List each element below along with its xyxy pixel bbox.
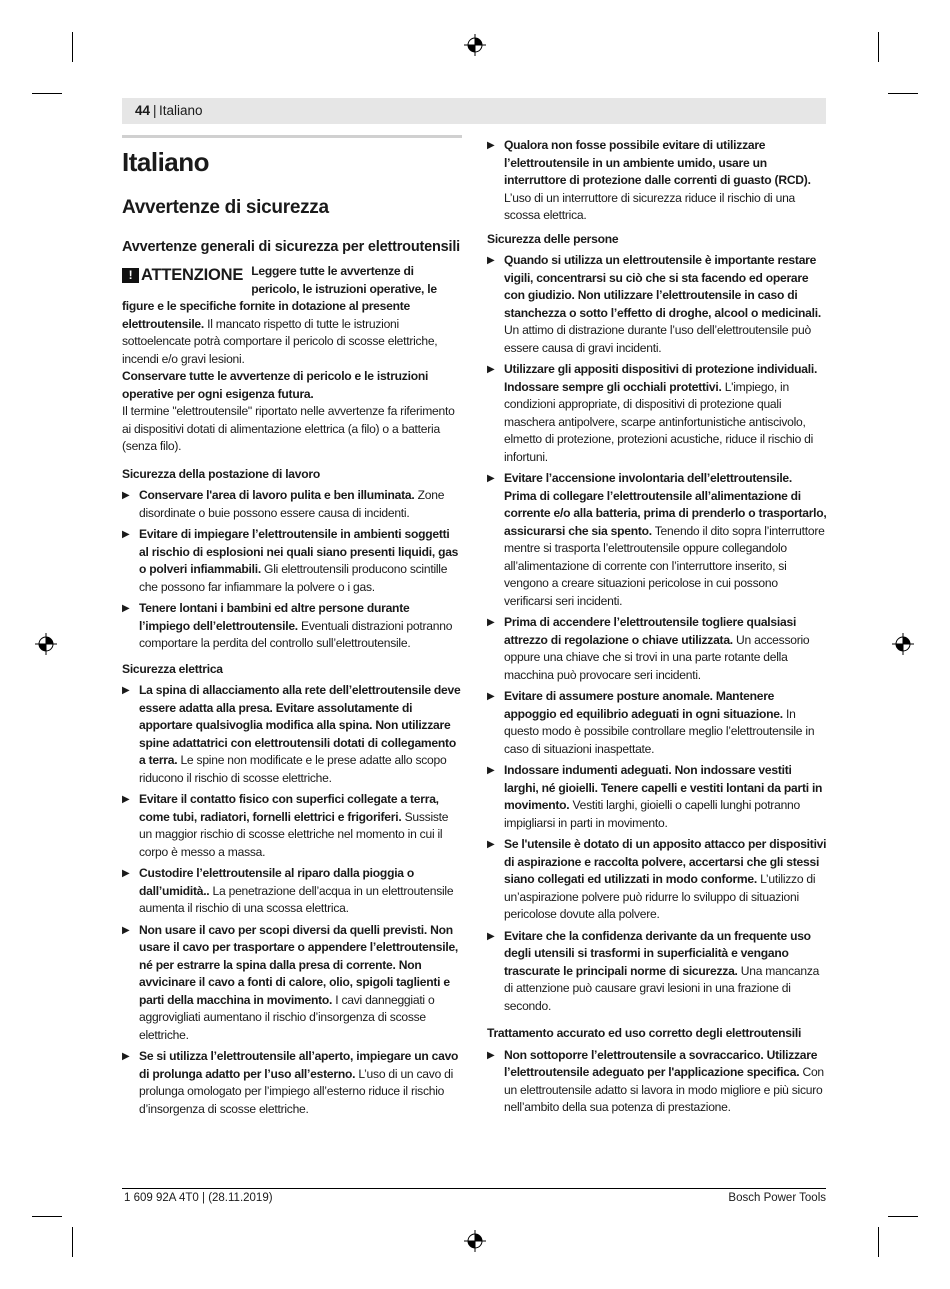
item-bold-text: Se l'utensile è dotato di un apposito attacco per dispositivi di aspirazione e raccolta polvere, accertarsi che gli stessi siano collegati ed utilizzati in modo conforme. [504, 837, 827, 886]
item-text: Un attimo di distrazione durante l’uso dell’elettroutensile può essere causa di gravi incidenti. [504, 323, 811, 355]
electrical-heading: Sicurezza elettrica [122, 661, 223, 676]
list-item [122, 682, 462, 787]
footer-doc-code: 1 609 92A 4T0 | (28.11.2019) [124, 1192, 273, 1204]
list-item [487, 361, 827, 466]
header-language: Italiano [159, 103, 203, 118]
crop-mark [888, 93, 918, 94]
bullet-arrow-icon: ▶ [122, 1051, 130, 1062]
list-item [487, 1047, 827, 1117]
list-item [487, 688, 827, 758]
section-heading: Avvertenze di sicurezza [122, 197, 329, 218]
item-text: Le spine non modificate e le prese adatte allo scopo riducono il rischio di scosse elettriche. [139, 753, 447, 785]
bullet-arrow-icon: ▶ [122, 685, 130, 696]
bullet-arrow-icon: ▶ [487, 364, 495, 375]
header-separator: | [153, 103, 157, 118]
crop-mark [878, 32, 879, 62]
crop-mark [72, 32, 73, 62]
warning-label-text: ATTENZIONE [141, 266, 244, 284]
list-item [122, 526, 462, 596]
item-text: L’uso di un interruttore di sicurezza riduce il rischio di una scossa elettrica. [504, 190, 796, 222]
page-number: 44 [135, 103, 151, 118]
warning-text: Il mancato rispetto di tutte le istruzioni sottoelencate potrà comportare il pericolo di scosse elettriche, incendi e/o gravi lesioni. [122, 316, 438, 366]
item-bold-text: Evitare l’accensione involontaria dell’elettroutensile. Prima di collegare l’elettroutensile all’alimentazione di corrente e/o alla batteria, prima di prenderlo o trasportarlo, assicurarsi che sia spento. [504, 471, 827, 538]
list-item [487, 762, 827, 832]
item-bold-text: Non usare il cavo per scopi diversi da quelli previsti. Non usare il cavo per trasportare o appendere l’elettroutensile, né per estrarre la spina dalla presa di corrente. Non avvicinare il cavo a fonti di calore, olio, spigoli taglienti e parti della macchina in movimento. [139, 922, 459, 1007]
list-item [487, 137, 827, 225]
bullet-arrow-icon: ▶ [122, 794, 130, 805]
list-item [122, 487, 462, 522]
item-bold-text: Evitare che la confidenza derivante da un frequente uso degli utensili si trasformi in superficialità e vengano trascurate le principali norme di sicurezza. [504, 928, 811, 978]
item-bold-text: Evitare il contatto fisico con superfici collegate a terra, come tubi, radiatori, fornelli elettrici e frigoriferi. [139, 792, 439, 824]
item-text: Un accessorio oppure una chiave che si trovi in una parte rotante della macchina può provocare seri incidenti. [504, 632, 810, 682]
workplace-heading: Sicurezza della postazione di lavoro [122, 466, 320, 481]
item-text: Una mancanza di attenzione può causare gravi lesioni in una frazione di secondo. [504, 963, 820, 1013]
subsection-heading: Avvertenze generali di sicurezza per elettroutensili [122, 239, 460, 255]
list-item [122, 865, 462, 918]
item-bold-text: Conservare l'area di lavoro pulita e ben illuminata. [139, 488, 415, 502]
item-bold-text: Indossare indumenti adeguati. Non indossare vestiti larghi, né gioielli. Tenere capelli e vestiti lontani da parti in movimento. [504, 763, 823, 812]
page-title: Italiano [122, 147, 210, 177]
term-definition: Il termine "elettroutensile" riportato nelle avvertenze fa riferimento ai dispositivi dotati di alimentazione elettrica (a filo) o a batteria (senza filo). [122, 404, 455, 453]
workplace-list [122, 487, 462, 653]
item-bold-text: Custodire l’elettroutensile al riparo dalla pioggia o dall’umidità.. [139, 866, 415, 898]
bullet-arrow-icon: ▶ [487, 617, 495, 628]
warning-bold-text: Leggere tutte le avvertenze di pericolo, le istruzioni operative, le figure e le specifiche fornite in dotazione al presente elettroutensile. [122, 264, 437, 331]
item-bold-text: Evitare di assumere posture anomale. Mantenere appoggio ed equilibrio adeguati in ogni situazione. [504, 689, 783, 721]
registration-mark-icon [464, 34, 486, 56]
bullet-arrow-icon: ▶ [122, 924, 130, 936]
list-item [487, 252, 827, 357]
list-item [122, 791, 462, 861]
item-text: I cavi danneggiati o aggrovigliati aumentano il rischio d’insorgenza di scosse elettriche. [139, 992, 435, 1042]
item-bold-text: Qualora non fosse possibile evitare di utilizzare l’elettroutensile in un ambiente umido, usare un interruttore di protezione dalle correnti di guasto (RCD). [504, 138, 811, 187]
item-text: L’uso di un cavo di prolunga omologato per l’impiego all’esterno riduce il rischio d’insorgenza di scosse elettriche. [139, 1066, 454, 1116]
rcd-list [487, 137, 827, 225]
item-bold-text: Tenere lontani i bambini ed altre persone durante l’impiego dell’elettroutensile. [139, 601, 410, 633]
list-item [487, 836, 827, 924]
bullet-arrow-icon: ▶ [487, 473, 495, 484]
footer-brand: Bosch Power Tools [728, 1192, 826, 1204]
item-text: Eventuali distrazioni potranno comportare la perdita del controllo sull’elettroutensile. [139, 618, 453, 650]
bullet-arrow-icon: ▶ [122, 490, 130, 501]
item-bold-text: Non sottoporre l’elettroutensile a sovraccarico. Utilizzare l’elettroutensile adeguato per l'applicazione specifica. [504, 1047, 818, 1079]
bullet-arrow-icon: ▶ [122, 603, 130, 614]
item-text: La penetrazione dell’acqua in un elettroutensile aumenta il rischio di una scossa elettrica. [139, 883, 454, 915]
warning-block [122, 263, 462, 368]
persons-heading: Sicurezza delle persone [487, 231, 619, 246]
page-header [122, 98, 826, 124]
crop-mark [878, 1227, 879, 1257]
item-text: L’utilizzo di un’aspirazione polvere può ridurre lo sviluppo di situazioni pericolose dovute alla polvere. [504, 872, 816, 921]
bullet-arrow-icon: ▶ [122, 529, 130, 540]
list-item [487, 614, 827, 684]
registration-mark-icon [35, 633, 57, 655]
crop-mark [888, 1216, 918, 1217]
electrical-list [122, 682, 462, 1118]
item-bold-text: Quando si utilizza un elettroutensile è importante restare vigili, concentrarsi su ciò che si sta facendo ed operare con giudizio. Non utilizzare l’elettroutensile in caso di stanchezza o sotto l’effetto di droghe, alcool o medicinali. [504, 253, 821, 320]
item-text: Gli elettroutensili producono scintille che possono far infiammare la polvere o i gas. [139, 562, 448, 594]
item-text: Vestiti larghi, gioielli o capelli lunghi potranno impigliarsi in parti in movimento. [504, 798, 800, 830]
registration-mark-icon [892, 633, 914, 655]
bullet-arrow-icon: ▶ [487, 839, 495, 850]
item-text: In questo modo è possibile controllare meglio l’elettroutensile in caso di situazioni inaspettate. [504, 706, 815, 756]
registration-mark-icon [464, 1230, 486, 1252]
item-text: L'impiego, in condizioni appropriate, di dispositivi di protezione quali maschera antipolvere, scarpe antinfortunistiche antiscivolo, elmetto di protezione, protezioni acustiche, riduce il rischio di infortuni. [504, 379, 814, 464]
footer-rule [122, 1188, 826, 1189]
item-text: Con un elettroutensile adatto si lavora in modo migliore e più sicuro nell’ambito della sua potenza di prestazione. [504, 1065, 824, 1114]
item-text: Zone disordinate o buie possono essere causa di incidenti. [139, 488, 445, 520]
bullet-arrow-icon: ▶ [122, 868, 130, 879]
crop-mark [72, 1227, 73, 1257]
list-item [122, 600, 462, 653]
bullet-arrow-icon: ▶ [487, 691, 495, 702]
warning-label [122, 265, 243, 285]
bullet-arrow-icon: ▶ [487, 930, 495, 942]
right-column [487, 137, 827, 1121]
handling-list [487, 1047, 827, 1117]
crop-mark [32, 93, 62, 94]
handling-heading: Trattamento accurato ed uso corretto degli elettroutensili [487, 1026, 802, 1040]
list-item [487, 928, 827, 1016]
list-item [122, 922, 462, 1045]
left-column [122, 137, 462, 1122]
list-item [487, 470, 827, 610]
item-bold-text: Prima di accendere l’elettroutensile togliere qualsiasi attrezzo di regolazione o chiave utilizzata. [504, 615, 797, 647]
list-item [122, 1048, 462, 1118]
bullet-arrow-icon: ▶ [487, 765, 495, 776]
item-text: Tenendo il dito sopra l’interruttore mentre si trasporta l’elettroutensile oppure collegandolo all’alimentazione di corrente con l’interruttore inserito, si vengono a creare situazioni pericolose in cui possono verificarsi seri incidenti. [504, 523, 825, 608]
item-bold-text: Se si utilizza l’elettroutensile all’aperto, impiegare un cavo di prolunga adatto per l’uso all’esterno. [139, 1049, 459, 1081]
item-text: Sussiste un maggior rischio di scosse elettriche nel momento in cui il corpo è messo a massa. [139, 809, 449, 859]
item-bold-text: Evitare di impiegare l’elettroutensile in ambienti soggetti al rischio di esplosioni nei quali siano presenti liquidi, gas o polveri infiammabili. [139, 527, 459, 576]
bullet-arrow-icon: ▶ [487, 1049, 495, 1061]
item-bold-text: Utilizzare gli appositi dispositivi di protezione individuali. Indossare sempre gli occhiali protettivi. [504, 362, 818, 394]
bullet-arrow-icon: ▶ [487, 255, 495, 266]
warning-triangle-icon: ! [122, 268, 139, 283]
bullet-arrow-icon: ▶ [487, 140, 495, 151]
item-bold-text: La spina di allacciamento alla rete dell’elettroutensile deve essere adatta alla presa. Evitare assolutamente di apportare qualsivoglia modifica alla spina. Non utilizzare spine adattatrici con elettroutensili dotati di collegamento a terra. [139, 683, 461, 767]
persons-list [487, 252, 827, 1015]
crop-mark [32, 1216, 62, 1217]
keep-instructions: Conservare tutte le avvertenze di pericolo e le istruzioni operative per ogni esigenza futura. [122, 369, 429, 401]
